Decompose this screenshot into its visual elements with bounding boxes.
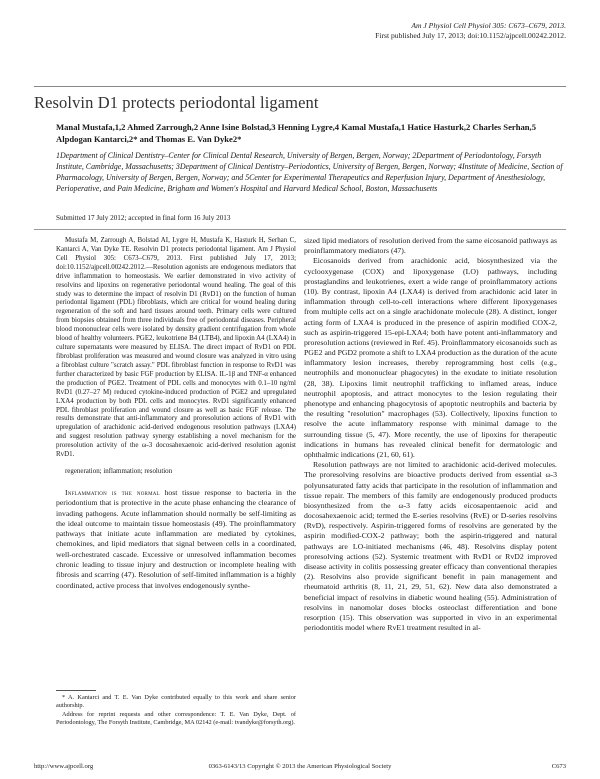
left-column — [56, 236, 296, 591]
article-title: Resolvin D1 protects periodontal ligament — [34, 93, 319, 112]
section-rule — [34, 229, 566, 230]
publication-info: First published July 17, 2013; doi:10.1152/ajpcell.00242.2012. — [375, 31, 566, 40]
affiliations: 1Department of Clinical Dentistry–Center for Clinical Dental Research, University of Bergen, Bergen, Norway; 2Department of Periodontology, Forsyth Institute, Cambridge, Massachusetts; 3Department of Clinical Dentistry–Periodontics, University of Bergen, Bergen, Norway; 4Institute of Medicine, Section of Pharmacology, University of Bergen, Bergen, Norway; and 5Center for Experimental Therapeutics and Reperfusion Injury, Department of Anesthesiology, Perioperative, and Pain Medicine, Brigham and Women's Hospital and Harvard Medical School, Boston, Massachusetts — [56, 151, 563, 193]
top-rule — [34, 86, 566, 87]
right-column — [304, 236, 557, 633]
journal-url[interactable]: http://www.ajpcell.org — [34, 763, 94, 770]
running-header — [375, 21, 566, 41]
paragraph: sized lipid mediators of resolution derived from the same eicosanoid pathways as proinflammatory mediators (47). — [304, 236, 557, 256]
abstract: Mustafa M, Zarrough A, Bolstad AI, Lygre H, Mustafa K, Hasturk H, Serhan C, Kantarci A, Van Dyke TE. Resolvin D1 protects periodontal ligament. Am J Physiol Cell Physiol 305: C673–C679, 2013. First published July 17, 2013; doi:10.1152/ajpcell.00242.2012.—Resolution agonists are endogenous mediators that drive inflammation to homeostasis. We earlier demonstrated in vivo activity of resolvins and lipoxins on regenerative periodontal wound healing. The goal of this study was to determine the impact of resolvin D1 (RvD1) on the function of human periodontal ligament (PDL) fibroblasts, which are critical for wound healing during regeneration of the soft and hard tissues around teeth. Primary cells were cultured from biopsies obtained from three individuals free of periodontal diseases. Peripheral blood mononuclear cells were isolated by density gradient centrifugation from whole blood of healthy volunteers. PGE2, leukotriene B4 (LTB4), and lipoxin A4 (LXA4) in culture supernatants were measured by ELISA. The direct impact of RvD1 on PDL fibroblast proliferation was measured and wound closure was analyzed in vitro using a fibroblast culture "scratch assay." PDL fibroblast function in response to RvD1 was further characterized by basic FGF production by ELISA. IL-1β and TNF-α enhanced the production of PGE2. Treatment of PDL cells and monocytes with 0.1–10 ng/ml RvD1 (0.27–27 M) reduced cytokine-induced production of PGE2 and upregulated LXA4 production by both PDL cells and monocytes. RvD1 significantly enhanced PDL fibroblast proliferation and wound closure as well as basic FGF release. The results demonstrate that anti-inflammatory and proresolution actions of RvD1 with upregulation of arachidonic acid-derived endogenous resolution pathways (LXA4) and suggest resolution pathway synergy establishing a novel mechanism for the proresolution activity of the ω-3 docosahexaenoic acid-derived resolution agonist RvD1. — [56, 236, 296, 459]
copyright: 0363-6143/13 Copyright © 2013 the American Physiological Society — [208, 763, 392, 770]
journal-citation: Am J Physiol Cell Physiol 305: C673–C679, 2013. — [411, 21, 566, 30]
footnote: Address for reprint requests and other correspondence: T. E. Van Dyke, Dept. of Periodontology, The Forsyth Institute, Cambridge, MA 02142 (e-mail: tvandyke@forsyth.org). — [56, 711, 296, 726]
footnotes — [56, 694, 296, 728]
paragraph: Resolution pathways are not limited to arachidonic acid-derived molecules. The proresolving resolvins are bioactive products derived from essential ω-3 polyunsaturated fatty acids that participate in the resolution of inflammation and tissue repair. The members of this family are endogenously produced products biosynthesized from the ω-3 fatty acids eicosapentaenoic acid and docosahexaenoic acid; termed the E-series resolvins (RvE) or D-series resolvins (RvD), respectively. Aspirin-triggered forms of resolvins are generated by the aspirin modified-COX-2 pathway; both the aspirin-triggered and natural pathways are LO-initiated mechanisms (46, 48). Resolvins display potent proresolving actions (52). Systemic treatment with RvD1 or RvD2 improved disease activity in colitis possessing greater efficacy than conventional therapies (2). Resolvins also provide significant benefit in pain management and rheumatoid arthritis (8, 11, 21, 29, 51, 62). New data also demonstrated a beneficial impact of resolvins in diabetic wound healing (55). Administration of resolvins in nanomolar doses blocks osteoclast differentiation and bone resorption (15). This observation was supported in vivo in an experimental periodontitis model where RvE1 treatment resulted in al- — [304, 460, 557, 633]
footnote-rule — [56, 690, 96, 691]
intro-lead: Inflammation is the normal — [65, 487, 160, 497]
footnote: * A. Kantarci and T. E. Van Dyke contributed equally to this work and share senior authorship. — [56, 694, 296, 709]
keywords: regeneration; inflammation; resolution — [65, 467, 173, 476]
submission-dates: Submitted 17 July 2012; accepted in final form 16 July 2013 — [56, 214, 231, 222]
paragraph: Eicosanoids derived from arachidonic acid, biosynthesized via the cyclooxygenase (COX) and lipoxygenase (LO) pathways, including prostaglandins and leukotrienes, exert a wide range of proinflammatory actions (10). By contrast, lipoxin A4 (LXA4) is derived from arachidonic acid later in inflammation through cell-to-cell interactions where different lipoxygenases from multiple cells act on a single arachidonate molecule (28). A distinct, longer acting form of LXA4 is produced in the presence of aspirin modified COX-2, such as aspirin-triggered 15-epi-LXA4; both have potent anti-inflammatory and proresolution actions (reviewed in Ref. 45). Proinflammatory eicosanoids such as PGE2 and PGD2 promote a shift to LXA4 production as the duration of the acute inflammatory lesion increases, thereby reprogramming host cells (e.g., neutrophils and mononuclear phagocytes) in the exudate to initiate resolution (28, 38). Lipoxins limit neutrophil trafficking to inflamed areas, induce neutrophil apoptosis, and attract monocytes to the lesion regulating their phenotype and enhancing phagocytosis of apoptotic neutrophils and bacteria by the resulting "resolution" macrophages (53). Collectively, lipoxins function to resolve the acute inflammatory response with minimal damage to the surrounding tissue (5, 47). More recently, the use of lipoxins for therapeutic indications in humans has revealed clinical benefit for dermatologic and ophthalmic indications (21, 60, 61). — [304, 256, 557, 459]
author-list: Manal Mustafa,1,2 Ahmed Zarrough,2 Anne Isine Bolstad,3 Henning Lygre,4 Kamal Mustafa,1 Hatice Hasturk,2 Charles Serhan,5 Alpdogan Kantarci,2* and Thomas E. Van Dyke2* — [56, 122, 537, 144]
page-number: C673 — [551, 763, 566, 770]
introduction — [56, 488, 296, 591]
intro-text: host tissue response to bacteria in the periodontium that is protective in the acute phase enhancing the clearance of invading pathogens. Acute inflammation should normally be self-limiting as the ideal outcome to maintain tissue homeostasis (49). The proinflammatory pathways that initiate acute inflammation are mediated by cytokines, chemokines, and lipid mediators that signal between cells in a coordinated, well-orchestrated cascade. Excessive or unresolved inflammation becomes chronic leading to tissue injury and destruction or incomplete healing with fibrosis and scarring (47). Resolution of self-limited inflammation is a highly coordinated, active process that involves endogenously synthe- — [56, 487, 297, 590]
